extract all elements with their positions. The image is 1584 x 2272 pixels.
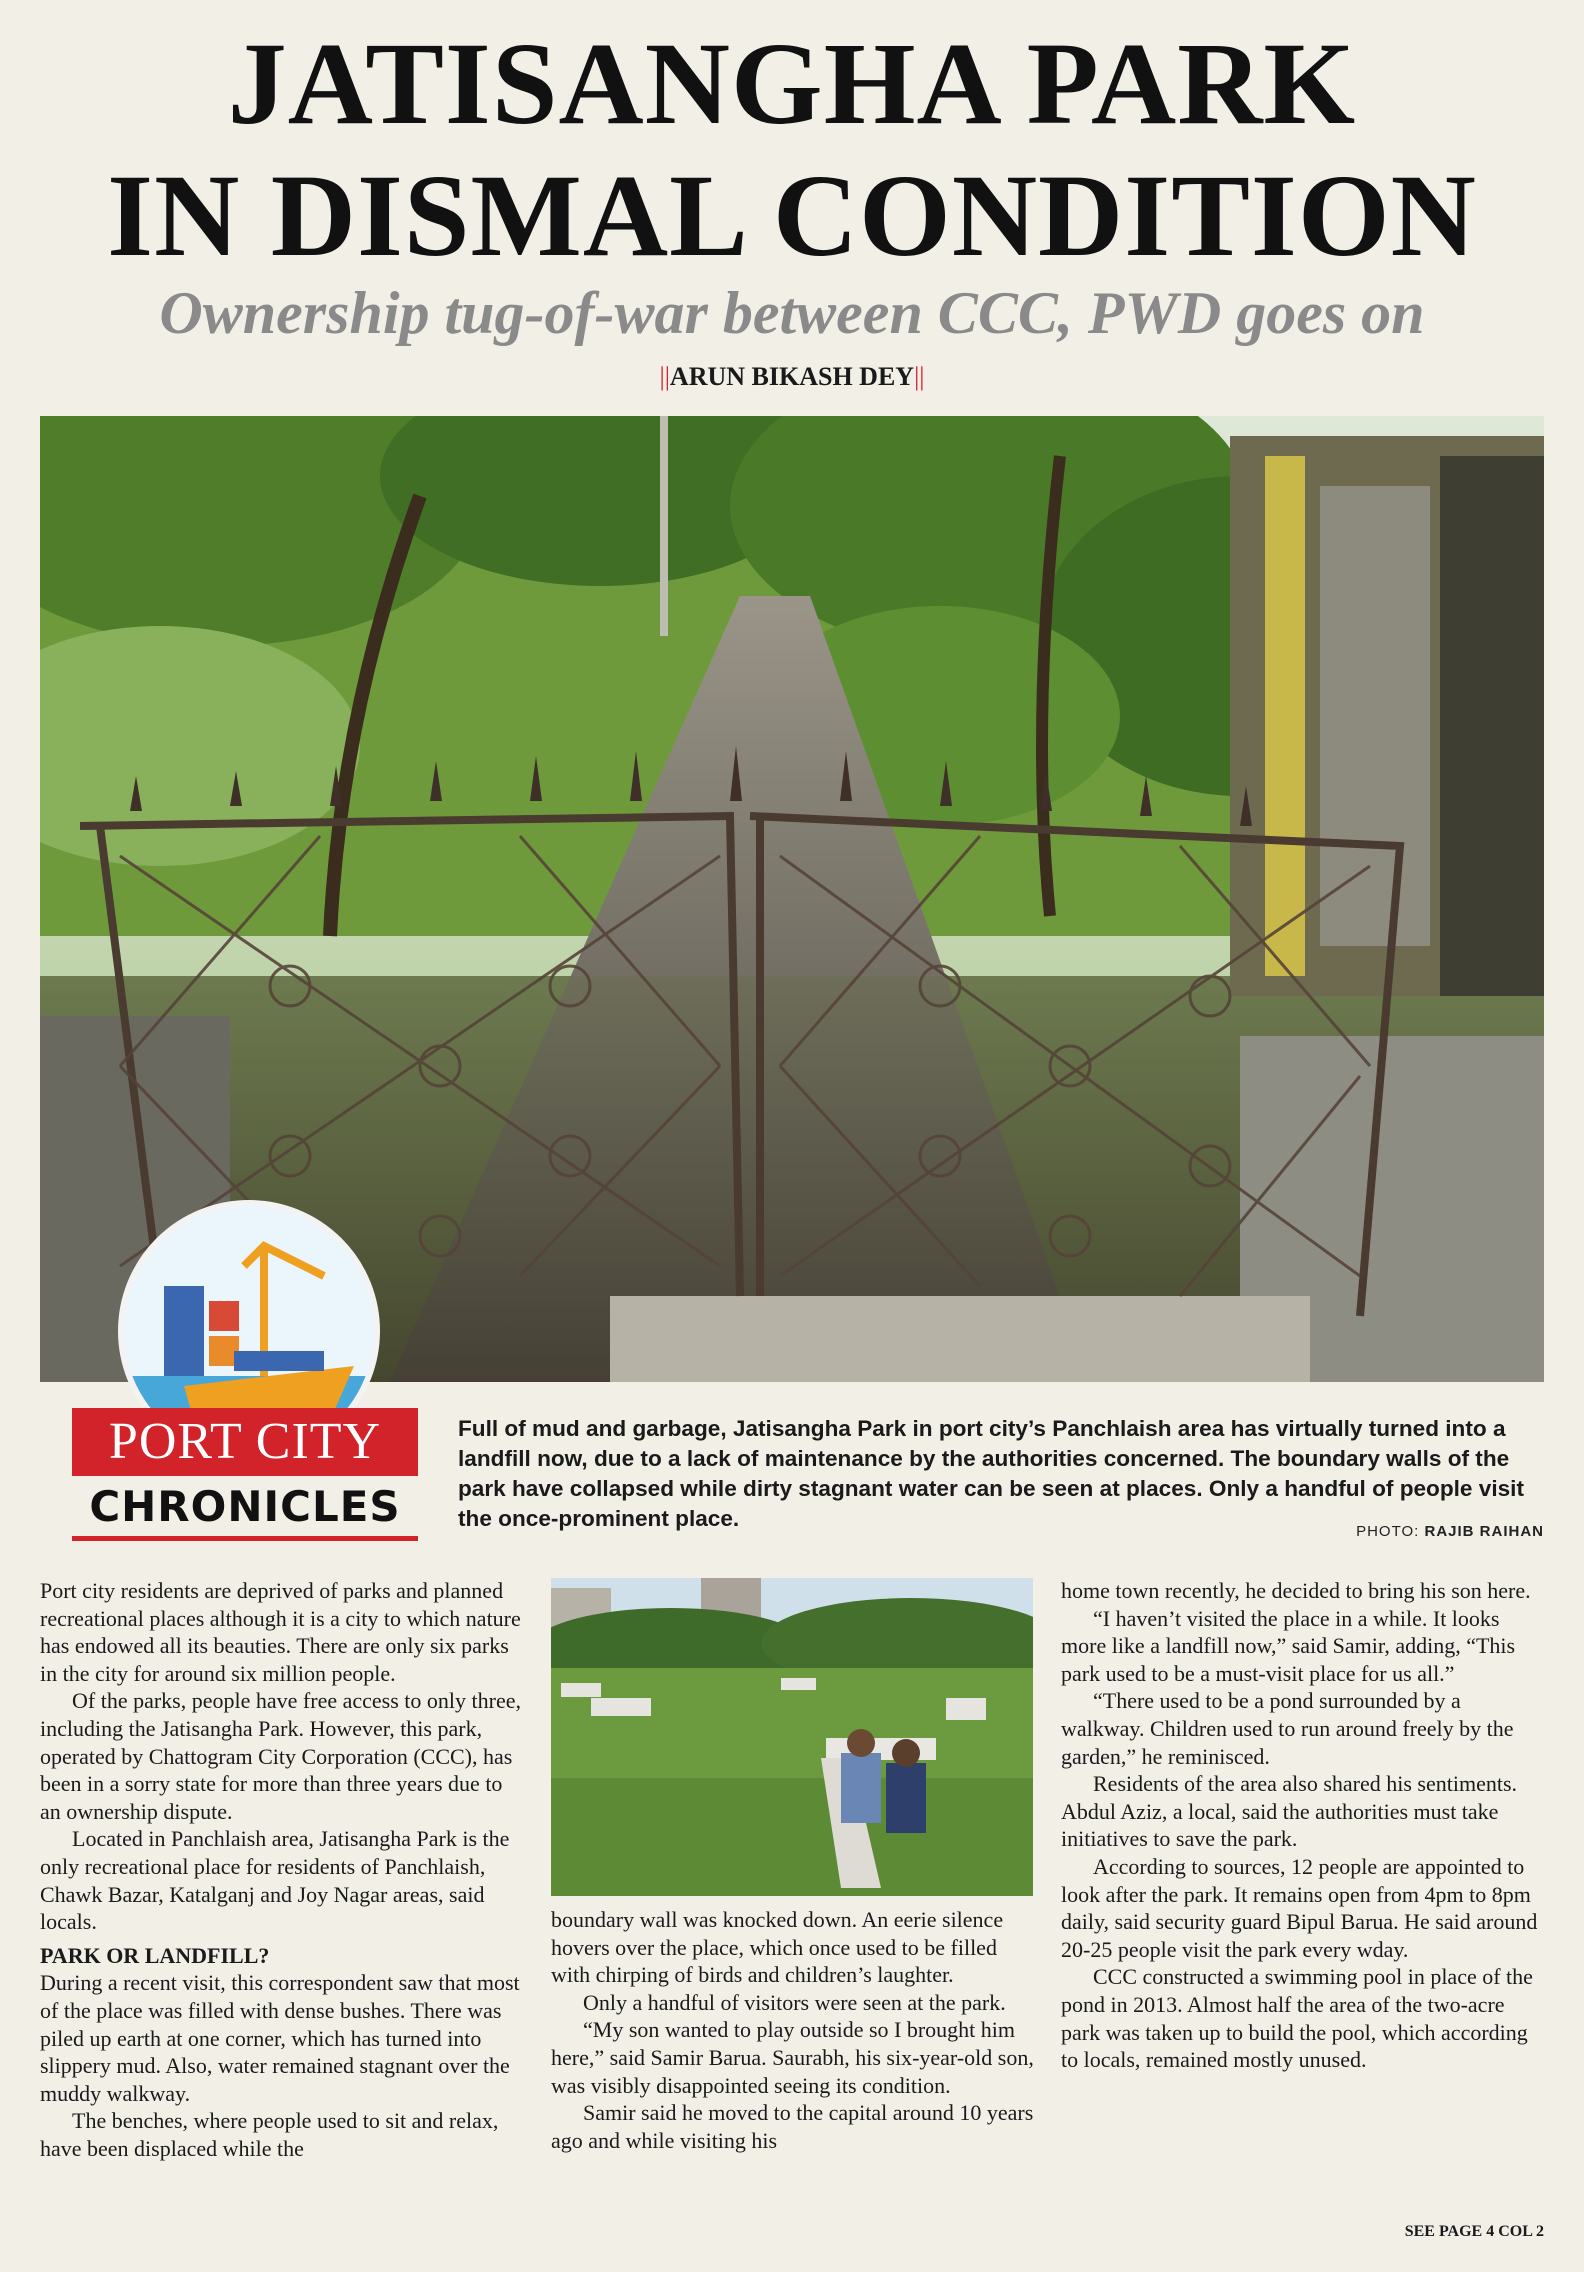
photo-caption: Full of mud and garbage, Jatisangha Park in port city’s Panchlaish area has virtually turned into a landfill now, due to a lack of maintenance by the authorities concerned. The boundary walls of the park have collapsed while dirty stagnant water can be seen at places. Only a handful of people visit the once-prominent place. bbox=[458, 1416, 1524, 1531]
section-logo-chronicles: CHRONICLES bbox=[89, 1482, 401, 1531]
paragraph: Port city residents are deprived of parks and planned recreational places although it is a city to which nature has endowed all its beauties. There are only six parks in the city for around six million people. bbox=[40, 1578, 521, 1686]
paragraph: “My son wanted to play outside so I brought him here,” said Samir Barua. Saurabh, his six-year-old son, was visibly disappointed seeing its condition. bbox=[551, 2017, 1034, 2098]
article-column-2 bbox=[551, 1906, 1035, 2154]
paragraph: CCC constructed a swimming pool in place of the pond in 2013. Almost half the area of the two-acre park was taken up to build the pool, which according to locals, remained mostly unused. bbox=[1061, 1964, 1533, 2073]
article-column-1 bbox=[40, 1577, 526, 2162]
article-column-3 bbox=[1061, 1577, 1547, 2074]
paragraph: Samir said he moved to the capital around 10 years ago and while visiting his bbox=[551, 2100, 1034, 2153]
continuation-note: SEE PAGE 4 COL 2 bbox=[1404, 2223, 1544, 2240]
photo-visitors-on-bench bbox=[551, 1578, 1033, 1896]
byline-bar-right: || bbox=[914, 362, 925, 391]
paragraph: home town recently, he decided to bring his son here. bbox=[1061, 1578, 1531, 1603]
section-logo-underline bbox=[72, 1536, 418, 1541]
photo-credit-name: RAJIB RAIHAN bbox=[1424, 1523, 1544, 1540]
paragraph: “There used to be a pond surrounded by a walkway. Children used to run around freely by the garden,” he reminisced. bbox=[1061, 1688, 1514, 1769]
paragraph: “I haven’t visited the place in a while. It looks more like a landfill now,” said Samir, adding, “This park used to be a must-visit place for us all.” bbox=[1061, 1605, 1516, 1686]
paragraph: Located in Panchlaish area, Jatisangha Park is the only recreational place for residents of Panchlaish, Chawk Bazar, Katalganj and Joy Nagar areas, said locals. bbox=[40, 1826, 510, 1935]
paragraph: The benches, where people used to sit and relax, have been displaced while the bbox=[40, 2108, 499, 2161]
section-logo-port-city: PORT CITY bbox=[72, 1408, 418, 1476]
paragraph: According to sources, 12 people are appointed to look after the park. It remains open from 4pm to 8pm daily, said security guard Bipul Barua. He said around 20-25 people visit the park every wday. bbox=[1061, 1853, 1538, 1962]
paragraph: Residents of the area also shared his sentiments. Abdul Aziz, a local, said the authorities must take initiatives to save the park. bbox=[1061, 1771, 1518, 1852]
park-bench-illustration bbox=[551, 1578, 1033, 1896]
headline-line-1: JATISANGHA PARK bbox=[227, 18, 1357, 149]
paragraph: During a recent visit, this correspondent saw that most of the place was filled with dense bushes. There was piled up earth at one corner, which has turned into slippery mud. Also, water remained stagnant over the muddy walkway. bbox=[40, 1970, 520, 2106]
byline bbox=[0, 360, 1584, 394]
byline-author: ARUN BIKASH DEY bbox=[669, 362, 915, 391]
subheadline: Ownership tug-of-war between CCC, PWD goes on bbox=[159, 280, 1425, 346]
subhead: PARK OR LANDFILL? bbox=[40, 1942, 270, 1968]
paragraph: Of the parks, people have free access to only three, including the Jatisangha Park. However, this park, operated by Chattogram City Corporation (CCC), has been in a sorry state for more than three years due to an ownership dispute. bbox=[40, 1688, 521, 1824]
paragraph: Only a handful of visitors were seen at the park. bbox=[583, 1989, 1006, 2015]
photo-credit bbox=[1150, 1522, 1544, 1542]
headline-line-2: IN DISMAL CONDITION bbox=[107, 150, 1477, 281]
paragraph: boundary wall was knocked down. An eerie silence hovers over the place, which once used to be filled with chirping of birds and children’s laughter. bbox=[551, 1907, 1004, 1988]
photo-credit-label: PHOTO: bbox=[1356, 1523, 1420, 1540]
byline-bar-left: || bbox=[659, 362, 670, 391]
